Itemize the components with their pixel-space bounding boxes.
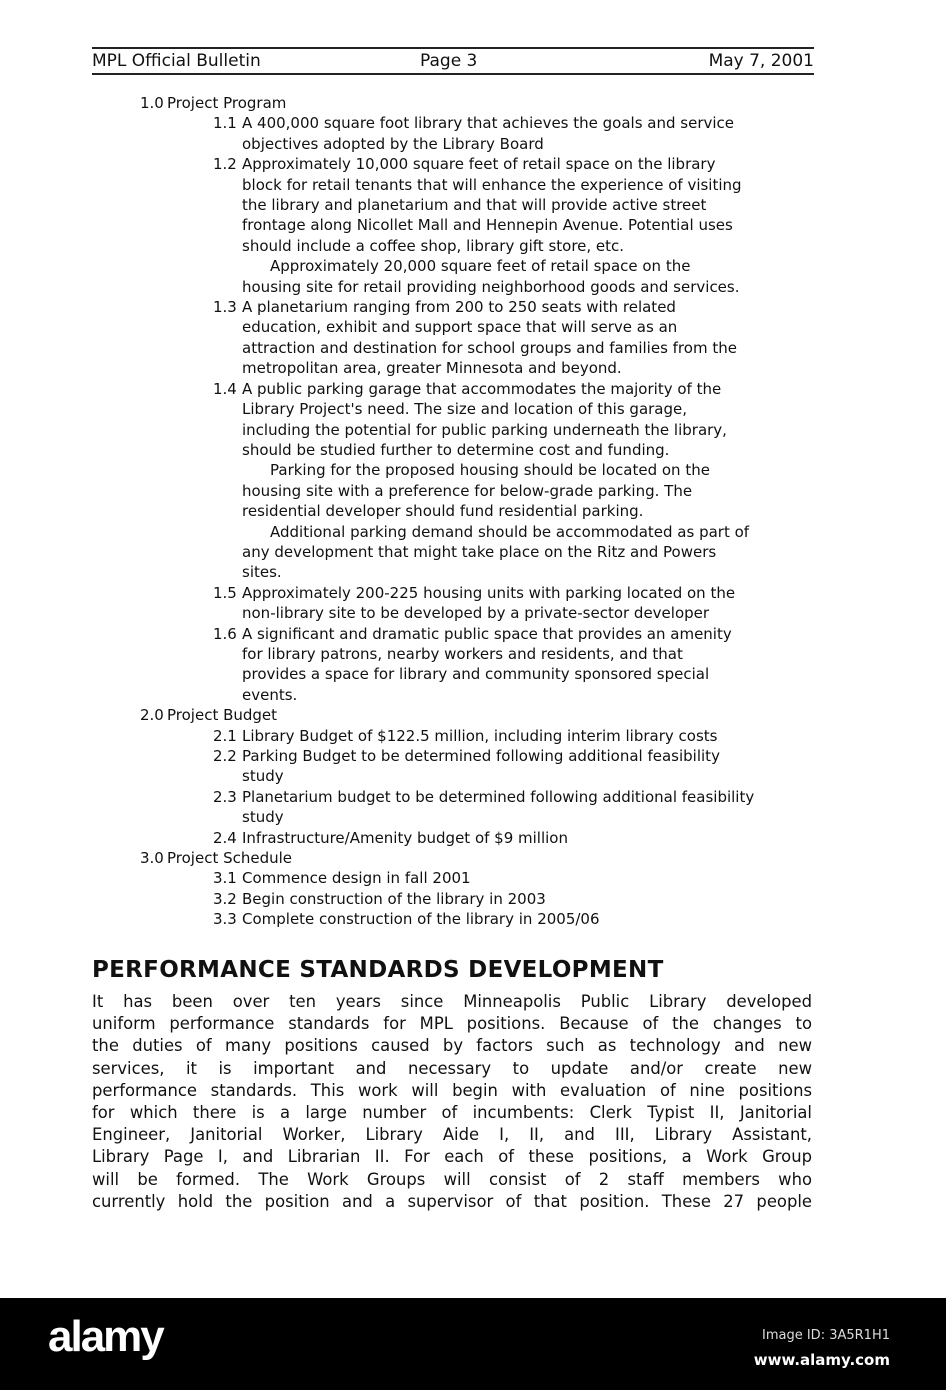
section-number: 2.0	[140, 706, 164, 725]
item-text-line: Infrastructure/Amenity budget of $9 million	[242, 828, 568, 847]
item-text-line: the library and planetarium and that will provide active street	[242, 196, 707, 215]
outline-item	[140, 787, 754, 828]
outline-item	[140, 624, 754, 706]
item-text-line: A significant and dramatic public space that provides an amenity	[242, 624, 732, 643]
article-line: the duties of many positions caused by factors such as technology and new	[92, 1036, 812, 1056]
item-number: 3.2	[213, 889, 237, 908]
section-title	[140, 705, 754, 725]
item-text-line: frontage along Nicollet Mall and Hennepin Avenue. Potential uses	[242, 216, 733, 235]
item-text-line: Complete construction of the library in 2005/06	[242, 910, 600, 929]
outline-item	[140, 868, 754, 888]
item-text-line: for library patrons, nearby workers and residents, and that	[242, 644, 683, 663]
outline-item	[140, 583, 754, 624]
item-text-line: events.	[242, 685, 298, 704]
article-line: for which there is a large number of incumbents: Clerk Typist II, Janitorial	[92, 1103, 812, 1123]
item-number: 2.2	[213, 747, 237, 765]
outline-item	[140, 154, 754, 297]
article-line: services, it is important and necessary to update and/or create new	[92, 1058, 812, 1078]
article-line: uniform performance standards for MPL positions. Because of the changes to	[92, 1014, 812, 1034]
item-text-line: objectives adopted by the Library Board	[242, 134, 544, 153]
item-text-line: Approximately 200-225 housing units with parking located on the	[242, 583, 736, 602]
watermark-bar	[0, 1298, 946, 1390]
item-text-line: Library Project's need. The size and location of this garage,	[242, 400, 688, 419]
section-number: 1.0	[140, 94, 164, 112]
item-text-line: sites.	[242, 563, 282, 582]
item-text-line: Parking Budget to be determined following additional feasibility	[242, 747, 720, 765]
item-number: 2.1	[213, 726, 237, 745]
item-text-line: metropolitan area, greater Minnesota and beyond.	[242, 359, 622, 378]
item-text-line: housing site with a preference for below-grade parking. The	[242, 481, 693, 500]
item-number: 1.5	[213, 583, 237, 602]
item-number: 2.3	[213, 787, 237, 806]
article-line: currently hold the position and a supervisor of that position. These 27 people	[92, 1191, 812, 1211]
page-header	[92, 47, 814, 75]
article-line: will be formed. The Work Groups will consist of 2 staff members who	[92, 1169, 812, 1189]
item-number: 3.3	[213, 910, 237, 929]
item-number: 1.4	[213, 379, 237, 398]
article-line: Engineer, Janitorial Worker, Library Aide I, II, and III, Library Assistant,	[92, 1125, 812, 1145]
item-text-line: should be studied further to determine cost and funding.	[242, 440, 670, 459]
item-text-line: Approximately 10,000 square feet of retail space on the library	[242, 155, 716, 174]
project-outline	[140, 93, 754, 930]
item-number: 1.6	[213, 624, 237, 643]
bulletin-date: May 7, 2001	[708, 51, 814, 71]
section-title	[140, 848, 754, 868]
item-text-line: attraction and destination for school groups and families from the	[242, 338, 737, 357]
outline-item	[140, 297, 754, 379]
item-text-line: provides a space for library and community sponsored special	[242, 665, 710, 684]
outline-item	[140, 828, 754, 848]
image-id: Image ID: 3A5R1H1	[762, 1328, 890, 1343]
section-label: Project Budget	[167, 706, 278, 725]
outline-item	[140, 379, 754, 583]
outline-item	[140, 889, 754, 909]
outline-item	[140, 909, 754, 929]
item-number: 2.4	[213, 828, 237, 847]
item-text-line: Commence design in fall 2001	[242, 869, 471, 888]
bulletin-title: MPL Official Bulletin	[92, 51, 261, 71]
item-text-line: housing site for retail providing neighborhood goods and services.	[242, 277, 740, 296]
article-heading: PERFORMANCE STANDARDS DEVELOPMENT	[92, 957, 664, 983]
item-number: 1.2	[213, 155, 237, 174]
item-text-line: any development that might take place on the Ritz and Powers	[242, 542, 717, 561]
item-text-line: Begin construction of the library in 2003	[242, 889, 546, 908]
page-number: Page 3	[420, 51, 478, 71]
watermark-site: www.alamy.com	[753, 1351, 890, 1369]
item-text-line: including the potential for public parking underneath the library,	[242, 420, 727, 439]
item-text-line: study	[242, 808, 284, 827]
section-label: Project Program	[167, 94, 287, 112]
item-text-line: block for retail tenants that will enhance the experience of visiting	[242, 175, 742, 194]
section-label: Project Schedule	[167, 849, 293, 868]
outline-item	[140, 726, 754, 746]
item-number: 3.1	[213, 869, 237, 888]
item-text-line: Additional parking demand should be accommodated as part of	[270, 522, 750, 541]
outline-item	[140, 746, 754, 787]
item-text-line: Planetarium budget to be determined following additional feasibility	[242, 787, 755, 806]
article-line: performance standards. This work will begin with evaluation of nine positions	[92, 1080, 812, 1100]
article-line: It has been over ten years since Minneapolis Public Library developed	[92, 992, 812, 1011]
item-text-line: study	[242, 767, 284, 786]
item-text-line: A 400,000 square foot library that achieves the goals and service	[242, 114, 735, 133]
item-text-line: residential developer should fund residential parking.	[242, 502, 644, 521]
alamy-logo: alamy	[48, 1312, 163, 1361]
item-text-line: Approximately 20,000 square feet of retail space on the	[270, 257, 691, 276]
article-line: Library Page I, and Librarian II. For each of these positions, a Work Group	[92, 1147, 812, 1167]
item-text-line: non-library site to be developed by a private-sector developer	[242, 604, 710, 623]
item-text-line: A public parking garage that accommodates the majority of the	[242, 379, 722, 398]
item-text-line: A planetarium ranging from 200 to 250 seats with related	[242, 298, 676, 317]
item-text-line: Parking for the proposed housing should be located on the	[270, 461, 710, 480]
section-title	[140, 93, 754, 113]
item-text-line: education, exhibit and support space that will serve as an	[242, 318, 678, 337]
item-number: 1.1	[213, 114, 237, 133]
article-body	[92, 991, 812, 1213]
item-number: 1.3	[213, 298, 237, 317]
section-number: 3.0	[140, 849, 164, 868]
item-text-line: should include a coffee shop, library gift store, etc.	[242, 236, 625, 255]
item-text-line: Library Budget of $122.5 million, including interim library costs	[242, 726, 718, 745]
outline-item	[140, 113, 754, 154]
